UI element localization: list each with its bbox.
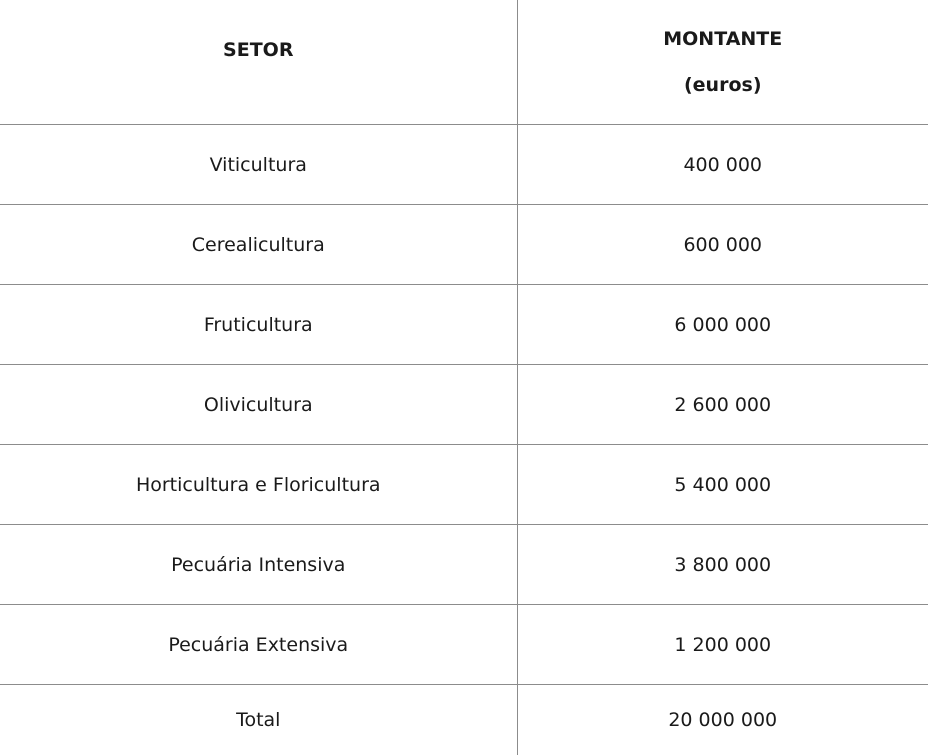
- table-body: [0, 125, 928, 756]
- table-row: [0, 285, 928, 365]
- table-header: [0, 0, 928, 125]
- sector-cell: Olivicultura: [0, 365, 517, 445]
- amount-cell: 2 600 000: [517, 365, 928, 445]
- sector-cell: Fruticultura: [0, 285, 517, 365]
- header-amount-label: MONTANTE: [663, 28, 783, 50]
- amount-cell: 5 400 000: [517, 445, 928, 525]
- total-amount-cell: 20 000 000: [668, 709, 778, 731]
- table-row: [0, 365, 928, 445]
- sector-cell: Viticultura: [0, 125, 517, 205]
- total-label-cell: Total: [0, 685, 517, 756]
- amount-cell: 3 800 000: [517, 525, 928, 605]
- table-row: [0, 525, 928, 605]
- total-row: [0, 685, 928, 756]
- sector-cell: Horticultura e Floricultura: [0, 445, 517, 525]
- amount-cell: 1 200 000: [517, 605, 928, 685]
- amount-cell: 600 000: [517, 205, 928, 285]
- header-row: [0, 0, 928, 125]
- amount-cell: 400 000: [517, 125, 928, 205]
- sector-cell: Pecuária Intensiva: [0, 525, 517, 605]
- amount-cell: 6 000 000: [517, 285, 928, 365]
- table-row: [0, 605, 928, 685]
- header-sector: [0, 0, 517, 125]
- header-amount-unit: (euros): [683, 74, 762, 96]
- header-sector-label: SETOR: [223, 39, 294, 61]
- table-row: [0, 205, 928, 285]
- header-amount: [517, 0, 928, 125]
- sector-cell: Pecuária Extensiva: [0, 605, 517, 685]
- sector-cell: Cerealicultura: [0, 205, 517, 285]
- table-row: [0, 445, 928, 525]
- table-row: [0, 125, 928, 205]
